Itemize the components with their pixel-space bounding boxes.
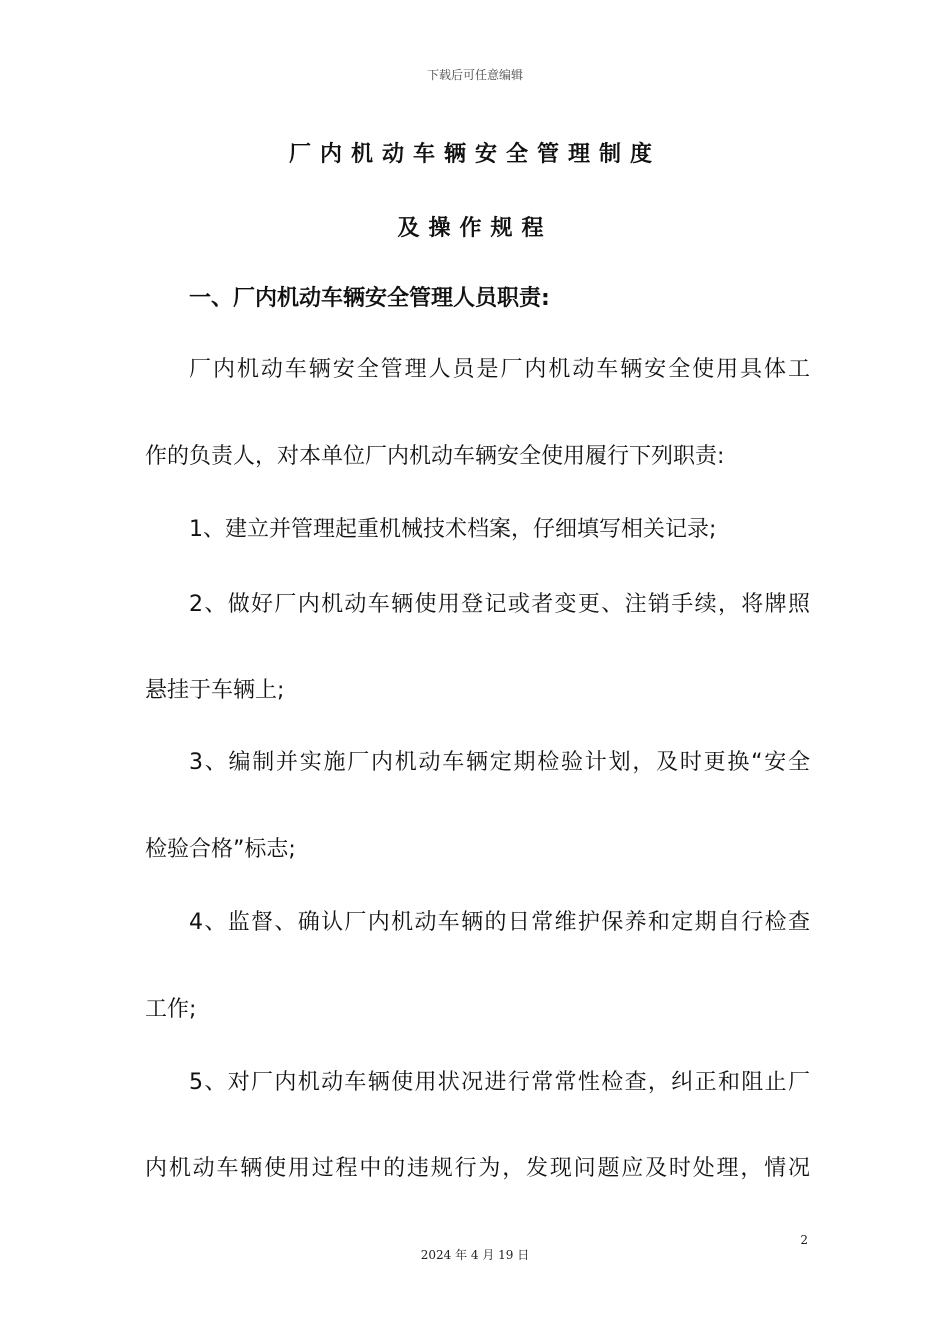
list-item-4-line-1: 4、监督、确认厂内机动车辆的日常维护保养和定期自行检查 bbox=[189, 910, 810, 935]
intro-paragraph-line-1: 厂内机动车辆安全管理人员是厂内机动车辆安全使用具体工 bbox=[189, 357, 810, 382]
list-item-4-line-2: 工作; bbox=[145, 997, 197, 1022]
list-item-2-line-1: 2、做好厂内机动车辆使用登记或者变更、注销手续，将牌照 bbox=[189, 592, 810, 617]
list-item-3-line-1: 3、编制并实施厂内机动车辆定期检验计划，及时更换“安全 bbox=[189, 750, 810, 775]
intro-paragraph-line-2: 作的负责人，对本单位厂内机动车辆安全使用履行下列职责: bbox=[145, 444, 725, 469]
document-subtitle: 及操作规程 bbox=[397, 216, 553, 241]
list-item-2-line-2: 悬挂于车辆上; bbox=[145, 678, 285, 703]
list-item-3-line-2: 检验合格”标志; bbox=[145, 837, 296, 862]
footer-date: 2024 年 4 月 19 日 bbox=[420, 1248, 530, 1262]
list-item-5-line-1: 5、对厂内机动车辆使用状况进行常常性检查，纠正和阻止厂 bbox=[189, 1070, 810, 1095]
document-title: 厂内机动车辆安全管理制度 bbox=[288, 142, 661, 167]
list-item-5-line-2: 内机动车辆使用过程中的违规行为，发现问题应及时处理，情况 bbox=[145, 1156, 810, 1181]
page-number: 2 bbox=[800, 1233, 808, 1247]
list-item-1: 1、建立并管理起重机械技术档案，仔细填写相关记录; bbox=[189, 517, 717, 542]
section-heading: 一、厂内机动车辆安全管理人员职责: bbox=[189, 286, 550, 311]
header-note: 下载后可任意编辑 bbox=[426, 68, 523, 82]
